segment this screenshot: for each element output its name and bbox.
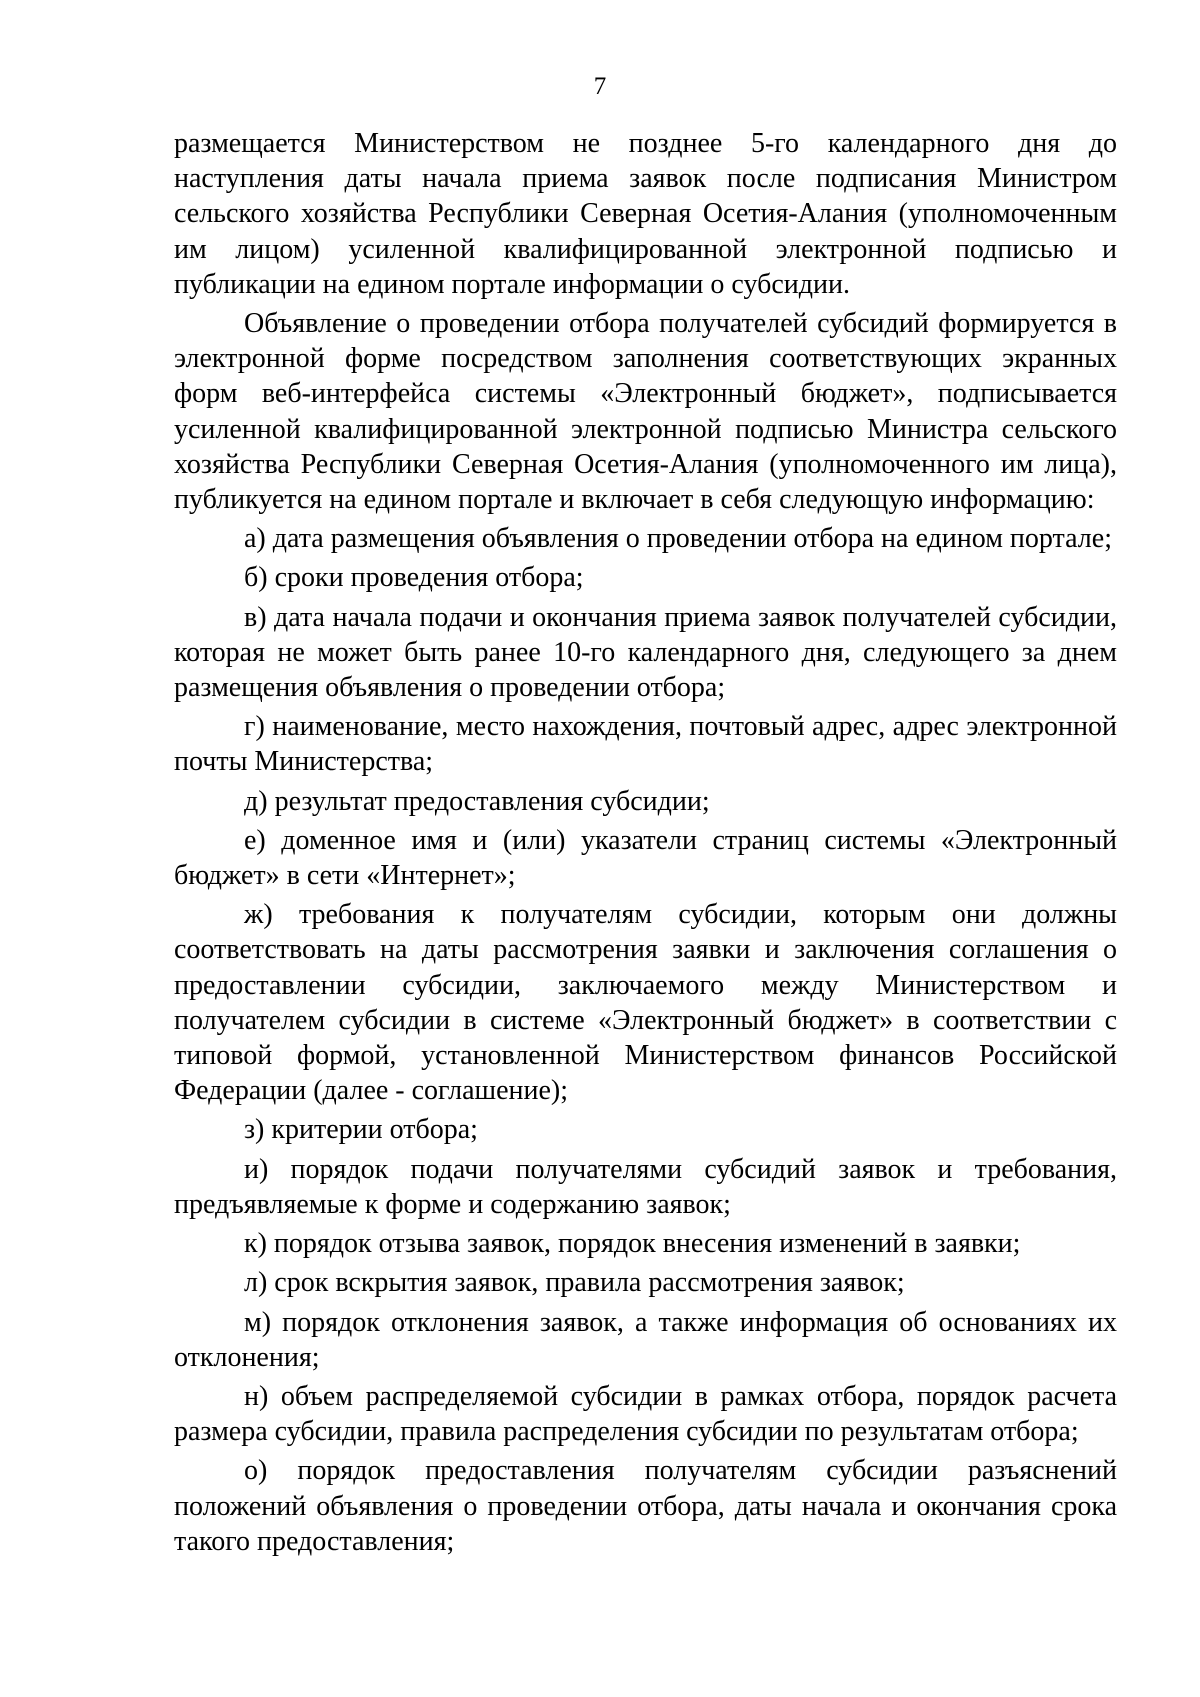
list-item-i: и) порядок подачи получателями субсидий заявок и требования, предъявляемые к форме и содержанию заявок; xyxy=(174,1153,1117,1220)
paragraph-continuation: размещается Министерством не позднее 5-го календарного дня до наступления даты начала приема заявок после подписания Министром сельского хозяйства Республики Северная Осетия-Алания (уполномоченным им лицом) усиленной квалифицированной электронной подписью и публикации на едином портале информации о субсидии. xyxy=(174,128,1117,300)
list-item-e: е) доменное имя и (или) указатели страниц системы «Электронный бюджет» в сети «Интернет»; xyxy=(174,824,1117,892)
list-item-g: г) наименование, место нахождения, почтовый адрес, адрес электронной почты Министерства; xyxy=(174,711,1117,778)
list-item-k: к) порядок отзыва заявок, порядок внесения изменений в заявки; xyxy=(244,1228,1021,1260)
list-item-z: з) критерии отбора; xyxy=(244,1114,478,1146)
list-item-v: в) дата начала подачи и окончания приема заявок получателей субсидии, которая не может быть ранее 10-го календарного дня, следующего за днем размещения объявления о проведении отбора; xyxy=(174,601,1117,704)
list-item-o: о) порядок предоставления получателям субсидии разъяснений положений объявления о проведении отбора, даты начала и окончания срока такого предоставления; xyxy=(174,1455,1117,1557)
list-item-m: м) порядок отклонения заявок, а также информация об основаниях их отклонения; xyxy=(174,1306,1117,1373)
document-body xyxy=(174,126,1117,1563)
list-item-d: д) результат предоставления субсидии; xyxy=(244,785,710,817)
paragraph-announcement: Объявление о проведении отбора получателей субсидий формируется в электронной форме посредством заполнения соответствующих экранных форм веб-интерфейса системы «Электронный бюджет», подписывается усиленной квалифицированной электронной подписью Министра сельского хозяйства Республики Северная Осетия-Алания (уполномоченного им лица), публикуется на едином портале и включает в себя следующую информацию: xyxy=(174,308,1117,516)
list-item-n: н) объем распределяемой субсидии в рамках отбора, порядок расчета размера субсидии, правила распределения субсидии по результатам отбора; xyxy=(174,1380,1117,1448)
page-number: 7 xyxy=(593,73,607,100)
list-item-b: б) сроки проведения отбора; xyxy=(244,562,584,594)
list-item-zh: ж) требования к получателям субсидии, которым они должны соответствовать на даты рассмотрения заявки и заключения соглашения о предоставлении субсидии, заключаемого между Министерством и получателем субсидии в системе «Электронный бюджет» в соответствии с типовой формой, установленной Министерством финансов Российской Федерации (далее - соглашение); xyxy=(174,899,1117,1107)
list-item-l: л) срок вскрытия заявок, правила рассмотрения заявок; xyxy=(244,1267,905,1299)
list-item-a: а) дата размещения объявления о проведении отбора на едином портале; xyxy=(244,523,1112,555)
